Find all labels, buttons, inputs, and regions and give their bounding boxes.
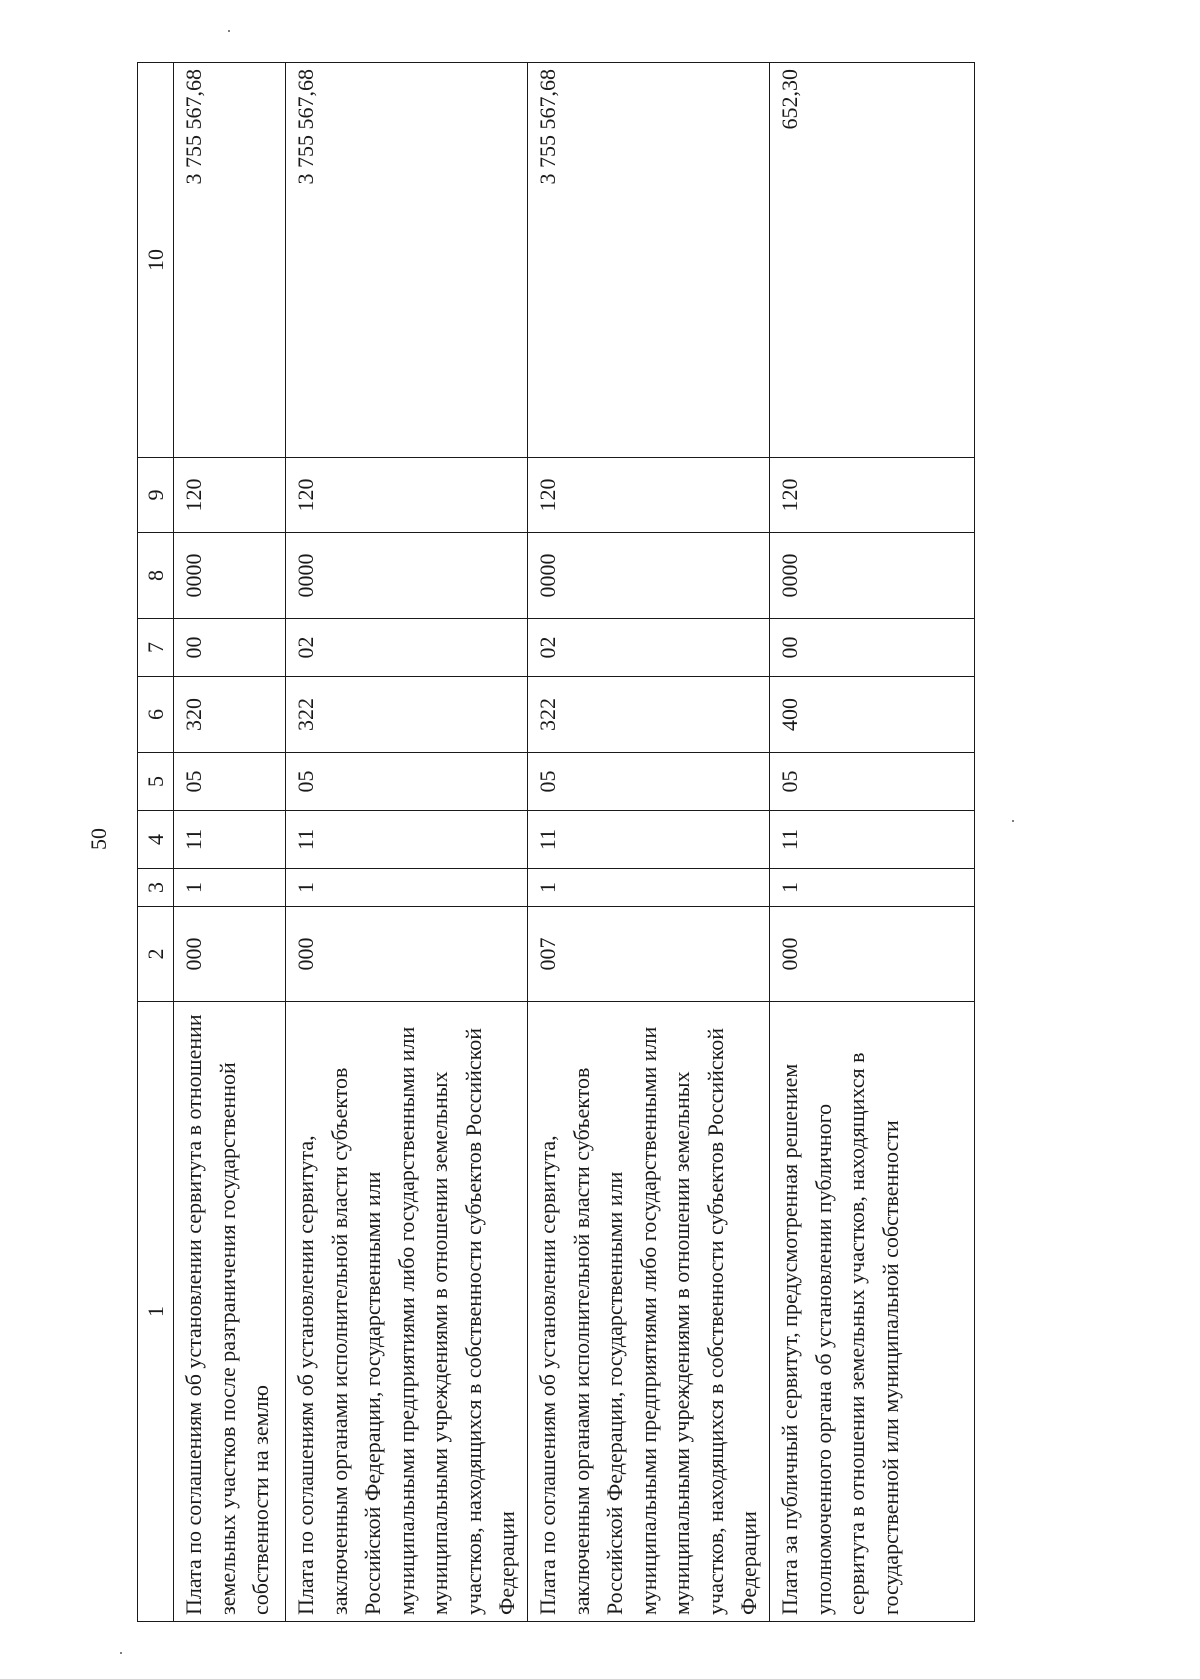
- code-admin: 007: [528, 907, 770, 1002]
- code-element: 02: [528, 619, 770, 677]
- table-row: [770, 63, 975, 1622]
- amount-value: 652,30: [770, 63, 975, 458]
- code-program: 0000: [174, 533, 286, 619]
- code-group: 1: [286, 869, 528, 907]
- scan-speck: [120, 1652, 122, 1654]
- code-article: 05: [286, 753, 528, 811]
- code-subgroup: 11: [174, 811, 286, 869]
- code-subarticle: 322: [528, 677, 770, 753]
- scan-speck: [228, 30, 230, 32]
- column-number-header: 6: [138, 677, 174, 753]
- column-number-header: 7: [138, 619, 174, 677]
- code-group: 1: [770, 869, 975, 907]
- code-economic: 120: [286, 458, 528, 533]
- code-group: 1: [528, 869, 770, 907]
- code-admin: 000: [770, 907, 975, 1002]
- code-program: 0000: [770, 533, 975, 619]
- code-program: 0000: [528, 533, 770, 619]
- column-number-header: 2: [138, 907, 174, 1002]
- column-number-header: 10: [138, 63, 174, 458]
- code-admin: 000: [174, 907, 286, 1002]
- code-group: 1: [174, 869, 286, 907]
- column-number-header: 3: [138, 869, 174, 907]
- table-row: [174, 63, 286, 1622]
- budget-revenue-table: [137, 62, 975, 1622]
- revenue-description: Плата по соглашениям об установлении сервитута в отношении земельных участков после разграничения государственной собственности на землю: [174, 1002, 286, 1622]
- amount-value: 3 755 567,68: [528, 63, 770, 458]
- code-element: 00: [770, 619, 975, 677]
- revenue-description: Плата по соглашениям об установлении сервитута, заключенным органами исполнительной власти субъектов Российской Федерации, государственными или муниципальными предприятиями либо государственными или муниципальными учреждениями в отношении земельных участков, находящихся в собственности субъектов Российской Федерации: [528, 1002, 770, 1622]
- revenue-description: Плата за публичный сервитут, предусмотренная решением уполномоченного органа об установлении публичного сервитута в отношении земельных участков, находящихся в государственной или муниципальной собственности: [770, 1002, 975, 1622]
- amount-value: 3 755 567,68: [174, 63, 286, 458]
- code-element: 02: [286, 619, 528, 677]
- code-economic: 120: [770, 458, 975, 533]
- column-number-header: 4: [138, 811, 174, 869]
- revenue-description: Плата по соглашениям об установлении сервитута, заключенным органами исполнительной власти субъектов Российской Федерации, государственными или муниципальными предприятиями либо государственными или муниципальными учреждениями в отношении земельных участков, находящихся в собственности субъектов Российской Федерации: [286, 1002, 528, 1622]
- code-subarticle: 400: [770, 677, 975, 753]
- code-article: 05: [174, 753, 286, 811]
- code-economic: 120: [174, 458, 286, 533]
- table-row: [286, 63, 528, 1622]
- column-number-header: 9: [138, 458, 174, 533]
- code-subarticle: 320: [174, 677, 286, 753]
- table-row: [528, 63, 770, 1622]
- amount-value: 3 755 567,68: [286, 63, 528, 458]
- code-economic: 120: [528, 458, 770, 533]
- code-subgroup: 11: [286, 811, 528, 869]
- page-number: 50: [86, 828, 111, 850]
- column-number-header: 8: [138, 533, 174, 619]
- column-number-header: 1: [138, 1002, 174, 1622]
- code-program: 0000: [286, 533, 528, 619]
- scan-speck: [1012, 820, 1014, 822]
- column-number-header: 5: [138, 753, 174, 811]
- code-subarticle: 322: [286, 677, 528, 753]
- rotated-table-container: [137, 63, 970, 1622]
- code-article: 05: [528, 753, 770, 811]
- code-subgroup: 11: [770, 811, 975, 869]
- code-element: 00: [174, 619, 286, 677]
- column-number-header-row: [138, 63, 174, 1622]
- code-subgroup: 11: [528, 811, 770, 869]
- code-article: 05: [770, 753, 975, 811]
- code-admin: 000: [286, 907, 528, 1002]
